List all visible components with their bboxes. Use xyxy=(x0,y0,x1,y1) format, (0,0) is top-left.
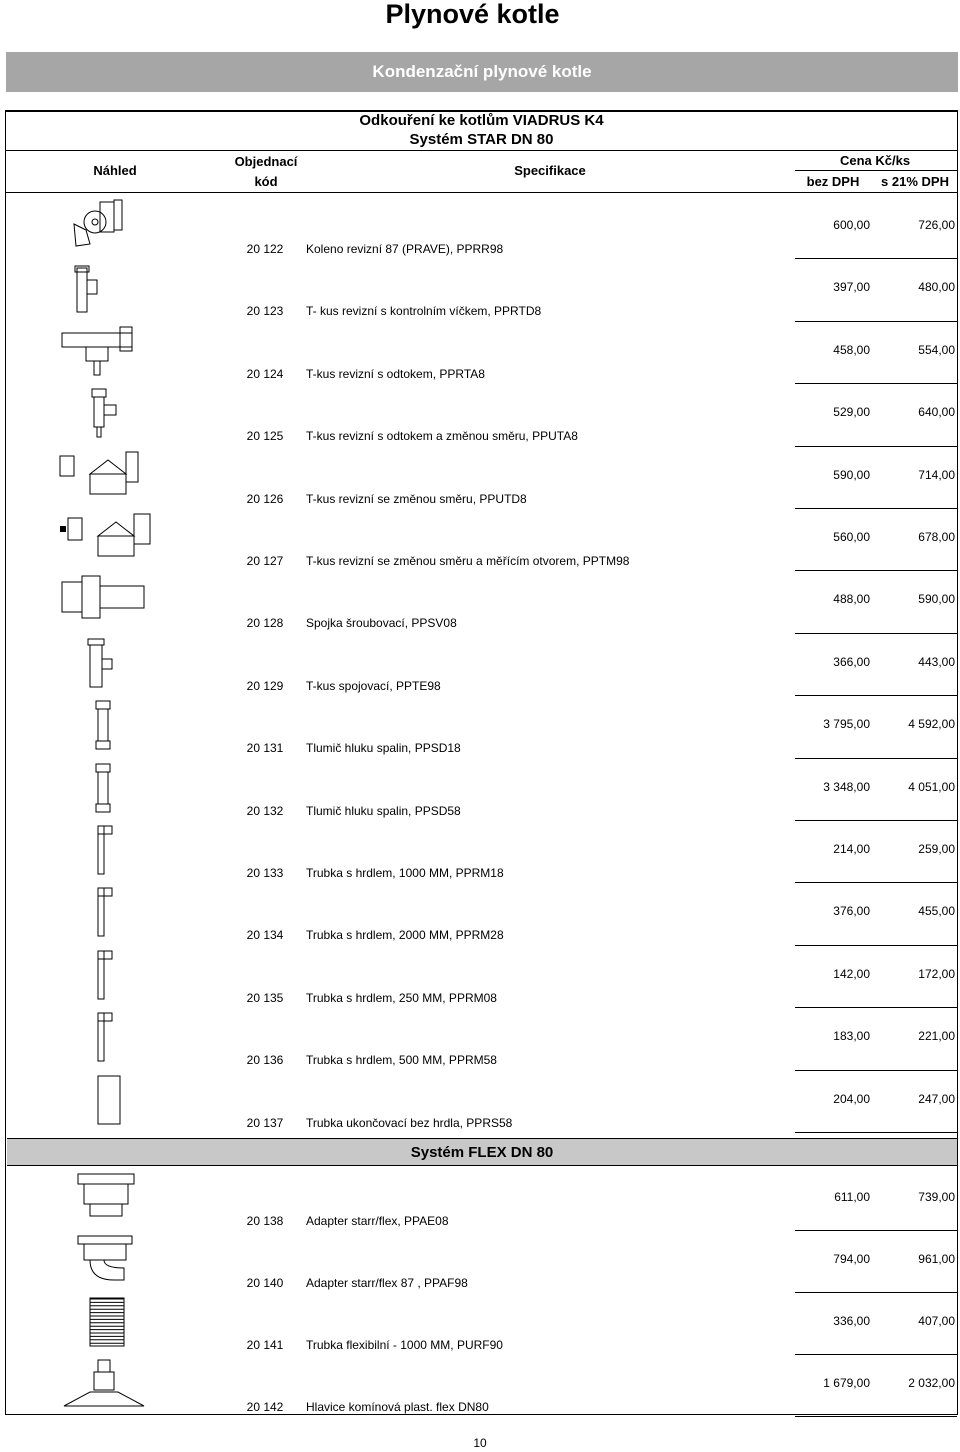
row-divider xyxy=(795,1007,957,1008)
flex-section-title: Systém FLEX DN 80 xyxy=(7,1138,957,1166)
price-net: 794,00 xyxy=(833,1252,870,1266)
pipe-icon xyxy=(60,824,150,876)
row-divider xyxy=(795,258,957,259)
price-gross: 640,00 xyxy=(918,405,955,420)
col-order-1: Objednací xyxy=(234,154,298,169)
price-gross: 480,00 xyxy=(918,280,955,295)
tee-measure-icon xyxy=(60,512,150,564)
product-spec: Tlumič hluku spalin, PPSD18 xyxy=(306,741,461,756)
price-gross: 961,00 xyxy=(918,1252,955,1266)
header-divider xyxy=(6,150,957,151)
col-preview: Náhled xyxy=(93,163,137,178)
page-title: Plynové kotle xyxy=(385,0,560,29)
order-code: 20 129 xyxy=(246,678,284,693)
col-net: bez DPH xyxy=(806,174,860,189)
price-net: 529,00 xyxy=(833,405,870,420)
category-banner: Kondenzační plynové kotle xyxy=(6,52,958,92)
order-code: 20 128 xyxy=(246,616,284,631)
order-code: 20 122 xyxy=(246,242,284,256)
col-order-2: kód xyxy=(254,174,278,189)
price-net: 204,00 xyxy=(833,1091,870,1106)
row-divider xyxy=(795,1292,957,1293)
order-code: 20 132 xyxy=(246,803,284,818)
order-code: 20 140 xyxy=(246,1276,284,1290)
order-code: 20 138 xyxy=(246,1214,284,1228)
order-code: 20 136 xyxy=(246,1053,284,1068)
price-gross: 739,00 xyxy=(918,1190,955,1204)
row-divider xyxy=(795,1230,957,1231)
price-gross: 443,00 xyxy=(918,654,955,669)
product-spec: Tlumič hluku spalin, PPSD58 xyxy=(306,803,461,818)
product-spec: T-kus revizní se změnou směru a měřícím otvorem, PPTM98 xyxy=(306,554,630,568)
row-divider xyxy=(795,1070,957,1071)
order-code: 20 126 xyxy=(246,491,284,506)
price-net: 458,00 xyxy=(833,342,870,357)
price-net: 590,00 xyxy=(833,467,870,482)
pipe-end-icon xyxy=(60,1074,150,1126)
product-spec: Trubka s hrdlem, 250 MM, PPRM08 xyxy=(306,990,497,1005)
price-divider xyxy=(795,170,957,171)
row-divider xyxy=(795,820,957,821)
price-net: 336,00 xyxy=(833,1314,870,1328)
price-net: 142,00 xyxy=(833,966,870,981)
price-gross: 259,00 xyxy=(918,842,955,856)
order-code: 20 133 xyxy=(246,866,284,880)
order-code: 20 142 xyxy=(246,1400,284,1414)
product-spec: Spojka šroubovací, PPSV08 xyxy=(306,616,457,631)
product-spec: T-kus revizní s odtokem a změnou směru, PPUTA8 xyxy=(306,429,578,444)
product-spec: Adapter starr/flex 87 , PPAF98 xyxy=(306,1276,468,1290)
tee-direction-icon xyxy=(60,450,150,502)
order-code: 20 134 xyxy=(246,928,284,943)
col-gross: s 21% DPH xyxy=(881,174,949,189)
product-spec: T-kus revizní s odtokem, PPRTA8 xyxy=(306,366,485,381)
tee-drain-icon xyxy=(60,325,150,377)
silencer-icon xyxy=(60,762,150,814)
order-code: 20 125 xyxy=(246,429,284,444)
section-title: Odkouření ke kotlům VIADRUS K4 xyxy=(359,112,604,129)
price-net: 3 348,00 xyxy=(823,779,870,794)
silencer-icon xyxy=(60,699,150,751)
price-net: 183,00 xyxy=(833,1029,870,1044)
row-divider xyxy=(795,695,957,696)
price-gross: 714,00 xyxy=(918,467,955,482)
order-code: 20 141 xyxy=(246,1338,284,1352)
price-gross: 726,00 xyxy=(918,218,955,232)
adapter-icon xyxy=(60,1172,150,1224)
order-code: 20 123 xyxy=(246,304,284,319)
header-bottom xyxy=(6,192,957,193)
product-spec: T-kus spojovací, PPTE98 xyxy=(306,678,441,693)
product-spec: T-kus revizní se změnou směru, PPUTD8 xyxy=(306,491,527,506)
pipe-icon xyxy=(60,1011,150,1063)
price-gross: 407,00 xyxy=(918,1314,955,1328)
order-code: 20 127 xyxy=(246,554,284,568)
pipe-icon xyxy=(60,886,150,938)
section-subtitle: Systém STAR DN 80 xyxy=(409,131,554,148)
row-divider xyxy=(795,508,957,509)
tee-cap-icon xyxy=(60,262,150,314)
price-gross: 247,00 xyxy=(918,1091,955,1106)
product-spec: Trubka ukončovací bez hrdla, PPRS58 xyxy=(306,1115,513,1130)
row-divider xyxy=(795,882,957,883)
adapter-elbow-icon xyxy=(60,1234,150,1286)
price-net: 611,00 xyxy=(834,1190,870,1204)
row-divider xyxy=(795,446,957,447)
tee-joint-icon xyxy=(60,637,150,689)
price-net: 376,00 xyxy=(833,904,870,919)
row-divider xyxy=(795,1354,957,1355)
price-gross: 172,00 xyxy=(918,966,955,981)
row-divider xyxy=(795,1416,957,1417)
price-gross: 221,00 xyxy=(918,1029,955,1044)
coupling-icon xyxy=(60,574,150,626)
price-gross: 678,00 xyxy=(918,530,955,544)
price-net: 600,00 xyxy=(833,218,870,232)
flex-pipe-icon xyxy=(60,1296,150,1348)
elbow-icon xyxy=(60,200,150,252)
product-spec: Koleno revizní 87 (PRAVE), PPRR98 xyxy=(306,242,504,256)
order-code: 20 124 xyxy=(246,366,284,381)
product-spec: Trubka flexibilní - 1000 MM, PURF90 xyxy=(306,1338,503,1352)
price-net: 366,00 xyxy=(833,654,870,669)
price-net: 488,00 xyxy=(833,592,870,607)
col-price: Cena Kč/ks xyxy=(839,153,911,168)
order-code: 20 137 xyxy=(246,1115,284,1130)
price-gross: 455,00 xyxy=(918,904,955,919)
order-code: 20 131 xyxy=(246,741,284,756)
price-gross: 4 592,00 xyxy=(908,717,955,732)
product-spec: Trubka s hrdlem, 500 MM, PPRM58 xyxy=(306,1053,497,1068)
row-divider xyxy=(795,570,957,571)
chimney-cap-icon xyxy=(60,1358,150,1410)
row-divider xyxy=(795,321,957,322)
row-divider xyxy=(795,758,957,759)
tee-drain-small-icon xyxy=(60,387,150,439)
order-code: 20 135 xyxy=(246,990,284,1005)
product-spec: Trubka s hrdlem, 1000 MM, PPRM18 xyxy=(306,866,504,880)
pipe-icon xyxy=(60,949,150,1001)
row-divider xyxy=(795,633,957,634)
price-net: 214,00 xyxy=(833,842,870,856)
product-spec: Adapter starr/flex, PPAE08 xyxy=(306,1214,449,1228)
price-net: 1 679,00 xyxy=(823,1376,870,1390)
product-spec: T- kus revizní s kontrolním víčkem, PPRTD8 xyxy=(306,304,542,319)
product-spec: Trubka s hrdlem, 2000 MM, PPRM28 xyxy=(306,928,504,943)
row-divider xyxy=(795,1132,957,1133)
price-net: 397,00 xyxy=(833,280,870,295)
price-gross: 590,00 xyxy=(918,592,955,607)
price-gross: 4 051,00 xyxy=(908,779,955,794)
col-spec: Specifikace xyxy=(514,163,586,178)
page-number: 10 xyxy=(473,1436,487,1450)
price-net: 3 795,00 xyxy=(823,717,870,732)
price-gross: 2 032,00 xyxy=(908,1376,955,1390)
price-net: 560,00 xyxy=(833,530,870,544)
row-divider xyxy=(795,945,957,946)
row-divider xyxy=(795,383,957,384)
product-spec: Hlavice komínová plast. flex DN80 xyxy=(306,1400,489,1414)
price-gross: 554,00 xyxy=(918,342,955,357)
